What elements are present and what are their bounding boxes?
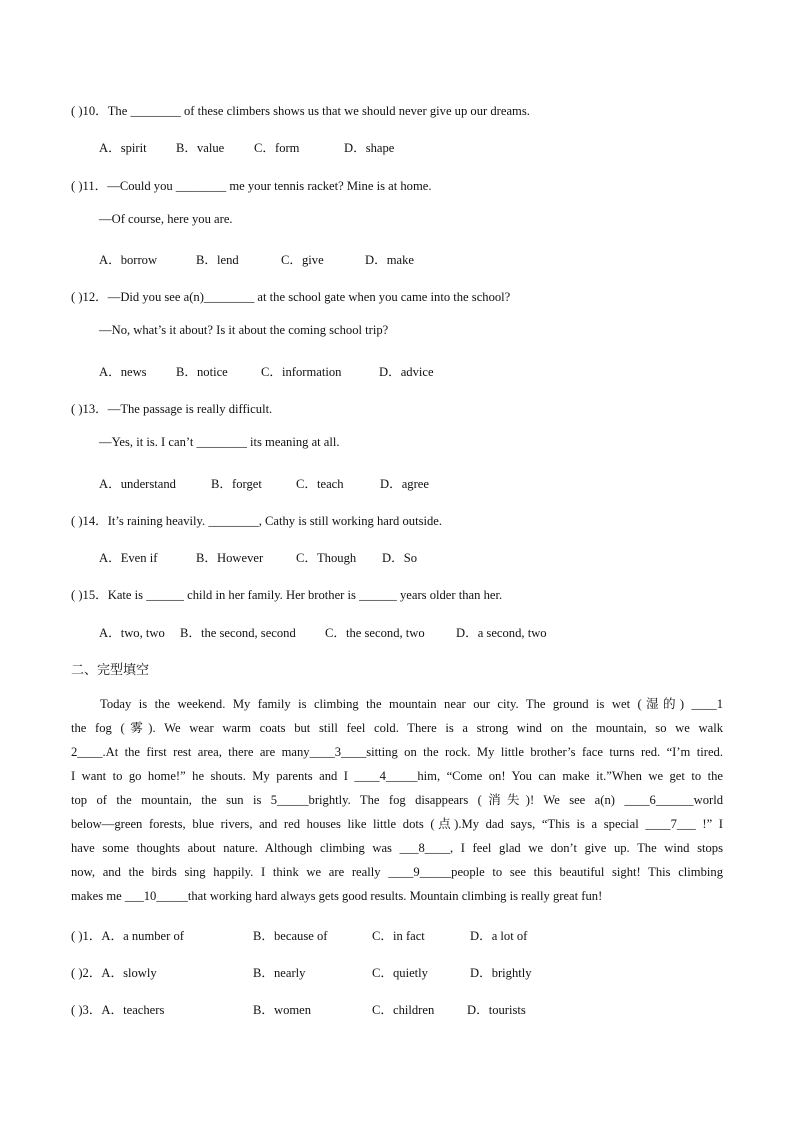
- option-a: A．borrow: [99, 253, 158, 267]
- option-c: C．children: [372, 1003, 435, 1017]
- passage-line-1: Today is the weekend. My family is climbing the mountain near our city. The ground is wet (湿的) ____1: [100, 697, 723, 711]
- option-c: C．give: [281, 253, 324, 267]
- option-b: B．nearly: [253, 966, 306, 980]
- option-a: A．spirit: [99, 141, 147, 155]
- option-a: A．news: [99, 365, 147, 379]
- question-14-stem: ( )14．It’s raining heavily. ________, Cathy is still working hard outside.: [71, 514, 443, 528]
- question-12-options: [99, 361, 434, 380]
- question-11-options: [99, 249, 414, 268]
- passage-line-8: now, and the birds sing happily. I think we are really ____9_____people to see this beautiful sight! This climbing: [71, 865, 723, 879]
- section-title: 二、完型填空: [71, 663, 150, 678]
- option-d: D．brightly: [470, 966, 532, 980]
- option-d: D．advice: [379, 365, 434, 379]
- option-b: B．because of: [253, 929, 328, 943]
- option-a: A．two, two: [99, 626, 165, 640]
- option-b: B．lend: [196, 253, 239, 267]
- option-d: D．So: [382, 551, 417, 565]
- option-b: B．the second, second: [180, 626, 296, 640]
- option-a: A．understand: [99, 477, 176, 491]
- option-c: C．the second, two: [325, 626, 425, 640]
- option-b: B．value: [176, 141, 225, 155]
- question-11-dialogue: —Of course, here you are.: [99, 212, 233, 226]
- option-c: C．form: [254, 141, 300, 155]
- cloze-question-2: [71, 962, 532, 981]
- passage-line-5: top of the mountain, the sun is 5_____brightly. The fog disappears (消失)! We see a(n) ____6______world: [71, 793, 723, 807]
- passage-line-9: makes me ___10_____that working hard always gets good results. Mountain climbing is really great fun!: [71, 889, 603, 903]
- option-d: D．tourists: [467, 1003, 526, 1017]
- option-c: C．Though: [296, 551, 357, 565]
- option-b: B．women: [253, 1003, 312, 1017]
- question-13-stem: ( )13．—The passage is really difficult.: [71, 402, 273, 416]
- question-14-options: [99, 547, 417, 566]
- question-11-stem: ( )11．—Could you ________ me your tennis racket? Mine is at home.: [71, 179, 432, 193]
- question-10-options: [99, 137, 394, 156]
- question-12-dialogue: —No, what’s it about? Is it about the coming school trip?: [99, 323, 389, 337]
- option-d: D．agree: [380, 477, 429, 491]
- question-13-options: [99, 473, 429, 492]
- option-d: D．a second, two: [456, 626, 547, 640]
- passage-line-4: I want to go home!” he shouts. My parents and I ____4_____him, “Come on! You can make it.”When we get to the: [71, 769, 723, 783]
- option-d: D．make: [365, 253, 414, 267]
- cloze-question-3: [71, 999, 526, 1018]
- option-c: C．in fact: [372, 929, 425, 943]
- cloze-passage: [71, 692, 723, 908]
- passage-line-7: have some thoughts about nature. Although climbing was ___8____, I feel glad we don’t give up. The wind stops: [71, 841, 723, 855]
- question-10-stem: ( )10．The ________ of these climbers shows us that we should never give up our dreams.: [71, 104, 530, 118]
- option-b: B．forget: [211, 477, 262, 491]
- passage-line-2: the fog (雾). We wear warm coats but still feel cold. There is a strong wind on the mountain, so we walk: [71, 721, 723, 735]
- option-d: D．a lot of: [470, 929, 528, 943]
- cloze-question-1: [71, 925, 527, 944]
- question-13-dialogue: —Yes, it is. I can’t ________ its meaning at all.: [99, 435, 340, 449]
- option-a: ( )3．A．teachers: [71, 1003, 165, 1017]
- question-15-options: [99, 622, 547, 641]
- option-b: B．notice: [176, 365, 228, 379]
- option-c: C．information: [261, 365, 342, 379]
- option-d: D．shape: [344, 141, 395, 155]
- option-a: ( )1．A．a number of: [71, 929, 184, 943]
- option-c: C．teach: [296, 477, 344, 491]
- option-b: B．However: [196, 551, 264, 565]
- option-a: ( )2．A．slowly: [71, 966, 157, 980]
- question-15-stem: ( )15．Kate is ______ child in her family. Her brother is ______ years older than her.: [71, 588, 503, 602]
- option-a: A．Even if: [99, 551, 158, 565]
- question-12-stem: ( )12．—Did you see a(n)________ at the school gate when you came into the school?: [71, 290, 511, 304]
- option-c: C．quietly: [372, 966, 428, 980]
- passage-line-6: below—green forests, blue rivers, and red houses like little dots (点).My dad says, “This is a special ____7___ !” I: [71, 817, 723, 831]
- passage-line-3: 2____.At the first rest area, there are many____3____sitting on the rock. My little brother’s face turns red. “I’m tired.: [71, 745, 723, 759]
